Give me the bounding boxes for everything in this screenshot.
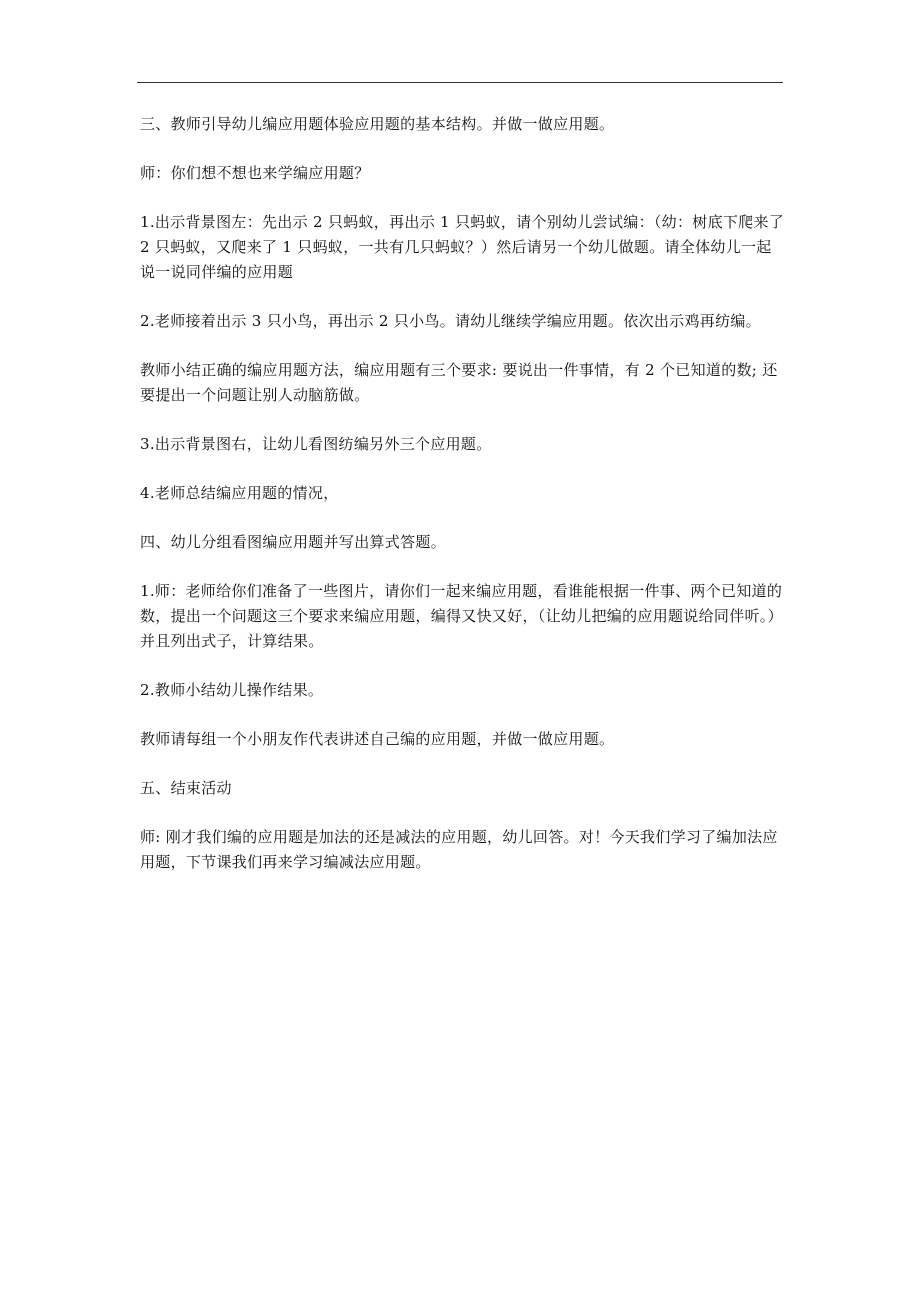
header-rule [137, 82, 783, 83]
paragraph: 1.师：老师给你们准备了一些图片，请你们一起来编应用题，看谁能根据一件事、两个已知道的数，提出一个问题这三个要求来编应用题，编得又快又好，（让幼儿把编的应用题说给同伴听。）并且列出式子，计算结果。 [140, 582, 783, 650]
paragraph: 教师小结正确的编应用题方法，编应用题有三个要求: 要说出一件事情，有 2 个已知道的数; 还要提出一个问题让别人动脑筋做。 [140, 361, 778, 404]
paragraph: 教师请每组一个小朋友作代表讲述自己编的应用题，并做一做应用题。 [140, 730, 615, 748]
section-heading-4: 四、幼儿分组看图编应用题并写出算式答题。 [140, 533, 447, 551]
paragraph: 1.出示背景图左：先出示 2 只蚂蚁，再出示 1 只蚂蚁，请个别幼儿尝试编：（幼：树底下爬来了 2 只蚂蚁，又爬来了 1 只蚂蚁，一共有几只蚂蚁？）然后请另一个幼儿做题。请全体幼儿一起说一说同伴编的应用题 [140, 213, 785, 281]
paragraph: 3.出示背景图右，让幼儿看图纺编另外三个应用题。 [140, 435, 492, 453]
section-heading-5: 五、结束活动 [140, 779, 232, 797]
paragraph: 2.老师接着出示 3 只小鸟，再出示 2 只小鸟。请幼儿继续学编应用题。依次出示鸡再纺编。 [140, 312, 761, 330]
paragraph: 4.老师总结编应用题的情况， [140, 484, 339, 502]
paragraph: 2.教师小结幼儿操作结果。 [140, 681, 324, 699]
paragraph: 师：你们想不想也来学编应用题？ [140, 164, 370, 182]
document-body [140, 112, 785, 899]
paragraph: 师: 刚才我们编的应用题是加法的还是减法的应用题，幼儿回答。对！今天我们学习了编加法应用题，下节课我们再来学习编减法应用题。 [140, 828, 778, 871]
section-heading-3: 三、教师引导幼儿编应用题体验应用题的基本结构。并做一做应用题。 [140, 115, 615, 133]
